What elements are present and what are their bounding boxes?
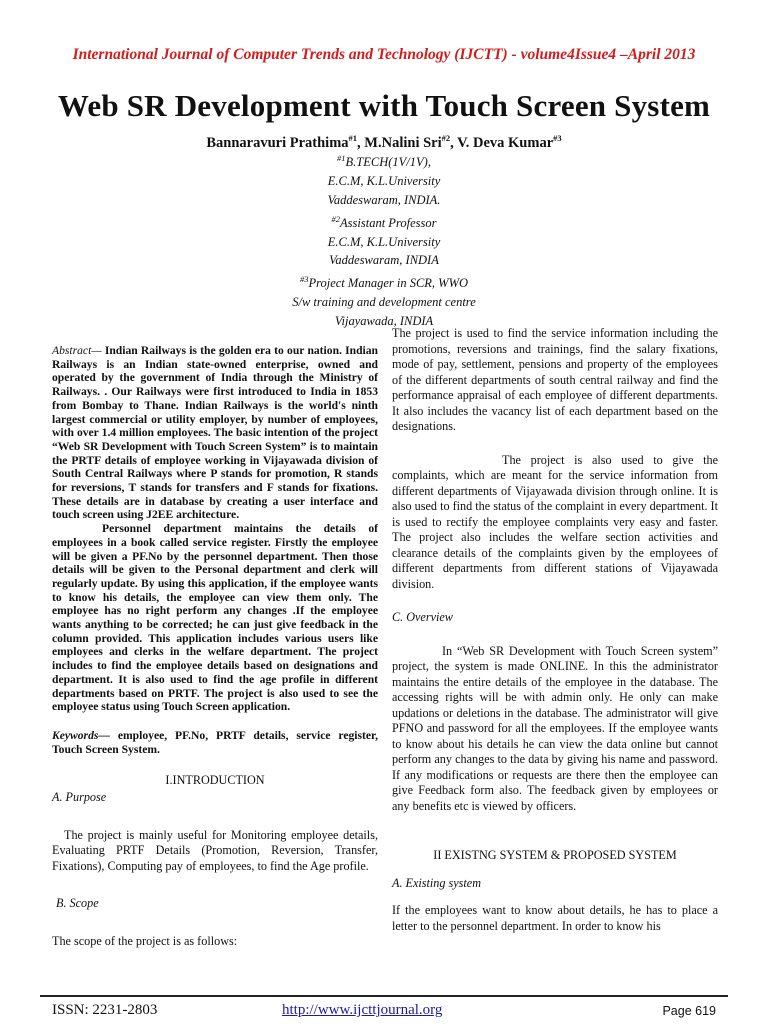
subsection-heading-purpose: A. Purpose bbox=[52, 790, 107, 805]
journal-url-link[interactable]: http://www.ijcttjournal.org bbox=[282, 1002, 443, 1018]
keywords bbox=[52, 729, 378, 757]
affiliations bbox=[0, 149, 768, 331]
footer-rule bbox=[40, 995, 728, 997]
body-paragraph: The project is also used to give the complaints, which are meant for the service information from different departments of Vijayawada division through online. It is also used to find the status of the complaint in every department. It is used to rectify the employee complaints very easy and faster. The project also includes the welfare section activities and clearance details of the complaints given by the employees of different departments from different stations of Vijayawada division. bbox=[392, 452, 718, 591]
author-name: Bannaravuri Prathima bbox=[206, 134, 349, 151]
scope-paragraph: The scope of the project is as follows: bbox=[52, 933, 238, 948]
journal-header: International Journal of Computer Trends and Technology (IJCTT) - volume4Issue4 –April 2013 bbox=[72, 46, 696, 63]
abstract-paragraph bbox=[52, 344, 378, 522]
section-heading-existing-proposed: II EXISTNG SYSTEM & PROPOSED SYSTEM bbox=[433, 848, 677, 862]
affiliation-line: E.C.M, K.L.University bbox=[327, 173, 441, 188]
subsection-heading-overview: C. Overview bbox=[392, 610, 453, 624]
keywords-lead: Keywords— bbox=[52, 728, 110, 742]
subsection-heading-existing: A. Existing system bbox=[392, 875, 482, 890]
author-sep: , bbox=[450, 134, 458, 151]
left-column bbox=[52, 344, 378, 949]
author-mark: #3 bbox=[553, 133, 562, 143]
abstract-paragraph-2: Personnel department maintains the details of employees in a book called service register. Firstly the employee will be given a PF.No by the personnel department. Then those details will be given to the Personal department and clerk will regularly update. By using this application, if the employee wants to know his details, the employee can view them only. The employee has no right perform any changes .If the employee wants anything to be corrected; he can just give feedback in the column provided. This application includes various users like employees and clerks in the welfare department. The project includes to find the employee details based on designations and department. It is also used to find the age profile in different departments based on PRTF. The project is also used to see the employee status using Touch Screen application. bbox=[52, 522, 378, 714]
affiliation-line: $^{\#1}$B.TECH(1V/1V), bbox=[337, 153, 431, 170]
affiliation-line: Vaddeswaram, INDIA bbox=[329, 253, 439, 268]
author-name: V. Deva Kumar bbox=[457, 134, 554, 151]
issn-text: ISSN: 2231-2803 bbox=[52, 1002, 158, 1018]
affiliation-line: $^{\#3}$Project Manager in SCR, WWO bbox=[299, 274, 469, 291]
subsection-heading-scope: B. Scope bbox=[56, 896, 99, 911]
paper-title: Web SR Development with Touch Screen System bbox=[57, 88, 711, 123]
author-mark: #2 bbox=[441, 133, 451, 143]
body-paragraph: The project is used to find the service information including the promotions, reversions and trainings, find the salary fixations, mode of pay, settlement, pensions and property of the employees of the different departments of south central railway and find the performance appraisal of each employee of different departments. It also includes the vacancy list of each department based on the designations. bbox=[392, 326, 718, 433]
affiliation-line: $^{\#2}$Assistant Professor bbox=[331, 213, 437, 230]
affiliation-line: Vijayawada, INDIA bbox=[334, 313, 434, 328]
author-sep: , bbox=[357, 134, 365, 151]
right-column bbox=[392, 326, 718, 934]
page-footer bbox=[52, 1002, 716, 1022]
affiliation-line: S/w training and development centre bbox=[292, 295, 476, 310]
affiliation-line: E.C.M, K.L.University bbox=[327, 234, 441, 249]
page-number: Page 619 bbox=[662, 1004, 716, 1018]
author-name: M.Nalini Sri bbox=[364, 134, 442, 151]
section-heading-introduction: I.INTRODUCTION bbox=[165, 772, 265, 787]
abstract-text: Indian Railways is the golden era to our nation. Indian Railways is an Indian state-owned enterprise, owned and operated by the government of India through the Ministry of Railways. . Our Railways were first introduced to India in 1853 from Bombay to Thane. Indian Railways is the world's ninth largest commercial or utility employer, by number of employees, with over 1.4 million employees. The basic intention of the project “Web SR Development with Touch Screen System” is to maintain the PRTF details of employee working in Vijayawada division of South Central Railways where P stands for promotion, R stands for reversions, T stands for transfers and F stands for fixations. These details are in database by creating a user interface and touch screen using J2EE architecture. bbox=[52, 344, 378, 522]
body-paragraph: If the employees want to know about details, he has to place a letter to the personnel department. In order to know his bbox=[392, 903, 718, 933]
abstract-lead: Abstract— bbox=[52, 344, 102, 357]
keywords-text: employee, PF.No, PRTF details, service register, Touch Screen System. bbox=[52, 728, 378, 756]
affiliation-line: Vaddeswaram, INDIA. bbox=[327, 192, 441, 207]
body-paragraph: In “Web SR Development with Touch Screen system” project, the system is made ONLINE. In this the administrator maintains the entire details of the employee in the database. The accessing rights will be with admin only. He only can make updations or deletions in the database. The administrator will give PFNO and password for all the employees. If the employee wants to know about his details he can view the data online but cannot perform any changes to the data by giving his name and password. If any modifications or requests are there then the employee can give Feedback form also. The feedback given by employees or any benefits etc is viewed by officers. bbox=[392, 643, 718, 813]
purpose-paragraph: The project is mainly useful for Monitoring employee details, Evaluating PRTF Details (Promotion, Reversion, Transfer, Fixations), Computing pay of employees, to find the Age profile. bbox=[52, 827, 378, 873]
author-mark: #1 bbox=[348, 133, 358, 143]
